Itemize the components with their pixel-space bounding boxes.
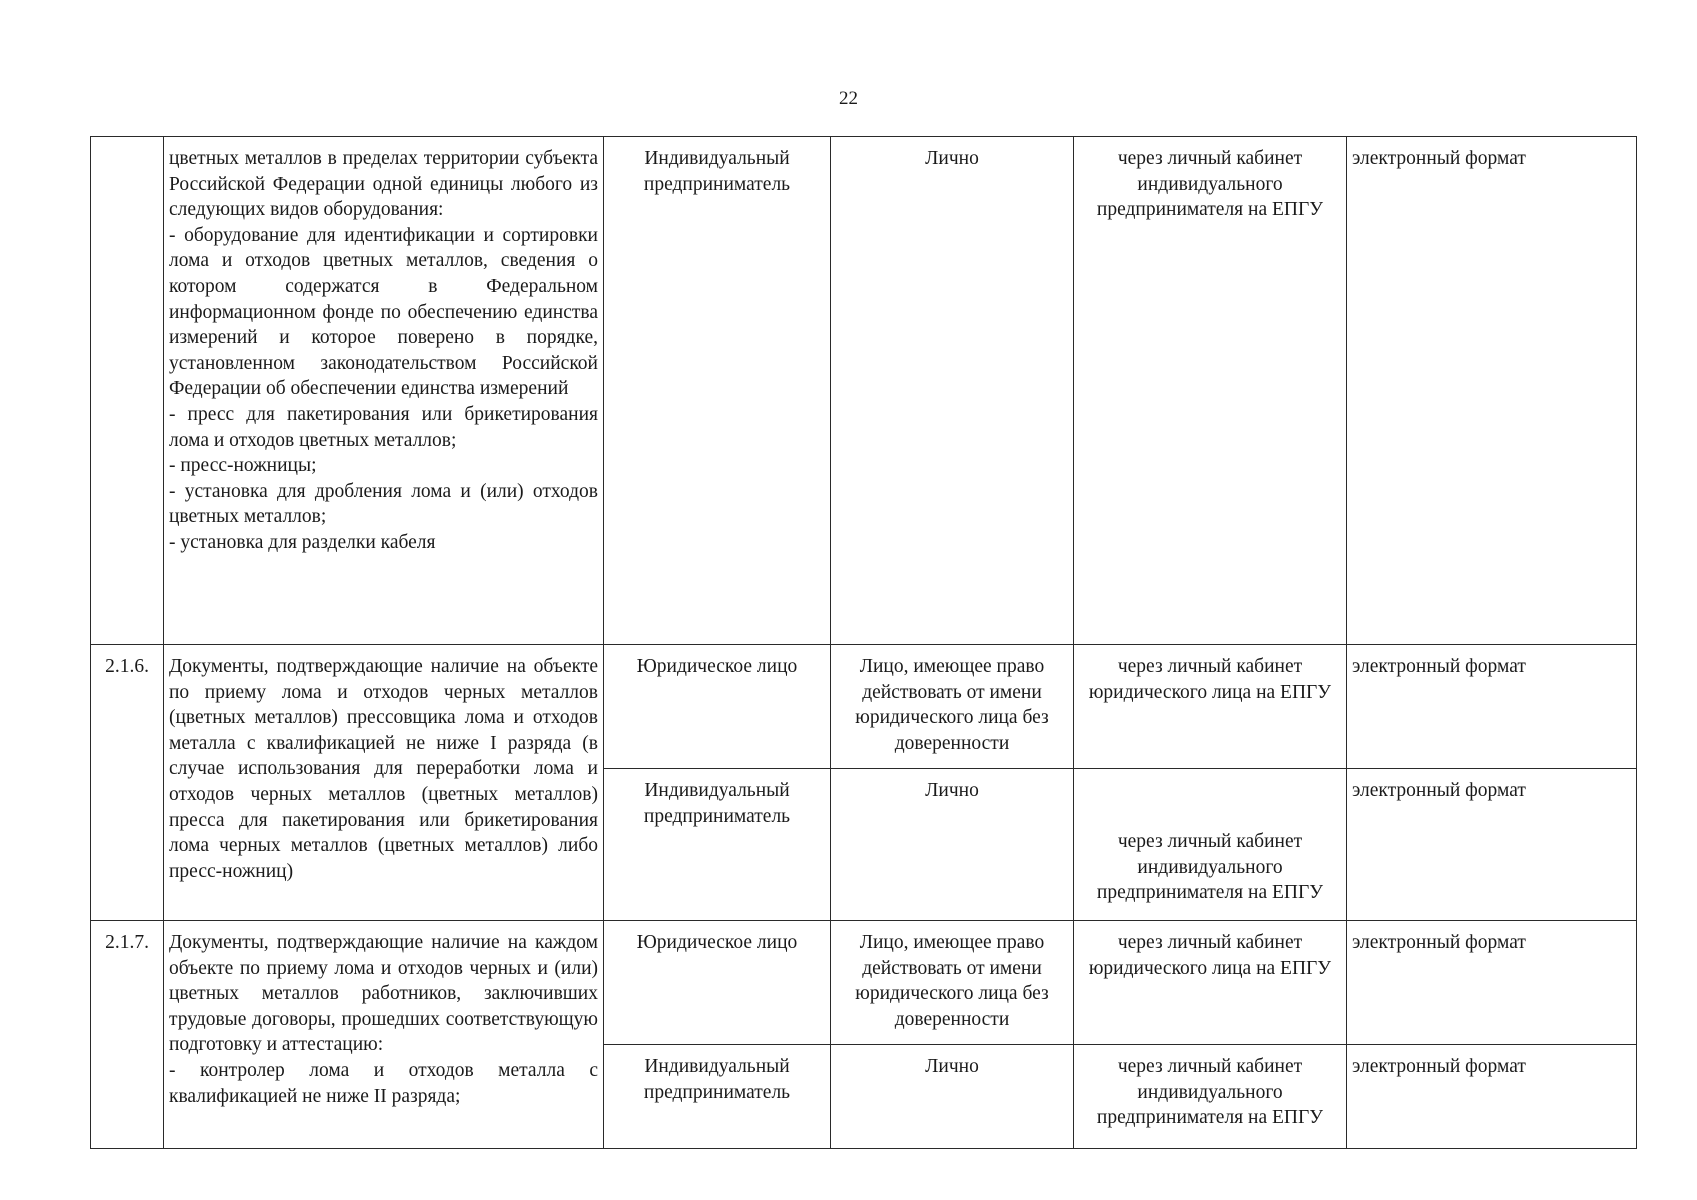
applicant-category: Индивидуальный предприниматель <box>604 1045 831 1149</box>
submission-method: через личный кабинет индивидуального предпринимателя на ЕПГУ <box>1074 137 1347 645</box>
applicant-category: Юридическое лицо <box>604 921 831 1045</box>
description-paragraph: - установка для разделки кабеля <box>169 531 436 553</box>
submission-method-text: через личный кабинет индивидуального предпринимателя на ЕПГУ <box>1096 831 1324 904</box>
submission-method <box>1074 769 1347 921</box>
requirement-description <box>164 921 604 1149</box>
document-format: электронный формат <box>1347 645 1637 769</box>
table-row <box>91 921 1637 1045</box>
description-paragraph: - установка для дробления лома и (или) отходов цветных металлов; <box>169 480 598 528</box>
representative: Лицо, имеющее право действовать от имени юридического лица без доверенности <box>831 645 1074 769</box>
table-row <box>91 137 1637 645</box>
representative: Лицо, имеющее право действовать от имени юридического лица без доверенности <box>831 921 1074 1045</box>
description-paragraph: - оборудование для идентификации и сортировки лома и отходов цветных металлов, сведения о котором содержатся в Федеральном информационном фонде по обеспечению единства измерений и которое поверено в порядке, установленном законодательством Российской Федерации об обеспечении единства измерений <box>169 224 598 400</box>
row-number: 2.1.6. <box>91 645 164 921</box>
submission-method: через личный кабинет юридического лица на ЕПГУ <box>1074 921 1347 1045</box>
row-number: 2.1.7. <box>91 921 164 1149</box>
document-format: электронный формат <box>1347 769 1637 921</box>
requirement-description <box>164 137 604 645</box>
description-paragraph: - пресс-ножницы; <box>169 455 317 477</box>
table-row <box>91 645 1637 769</box>
representative: Лично <box>831 137 1074 645</box>
description-paragraph: цветных металлов в пределах территории субъекта Российской Федерации одной единицы любого из следующих видов оборудования: <box>169 148 598 221</box>
applicant-category: Юридическое лицо <box>604 645 831 769</box>
requirements-table <box>90 136 1637 1149</box>
document-format: электронный формат <box>1347 1045 1637 1149</box>
submission-method: через личный кабинет индивидуального предпринимателя на ЕПГУ <box>1074 1045 1347 1149</box>
document-format: электронный формат <box>1347 137 1637 645</box>
representative: Лично <box>831 769 1074 921</box>
description-paragraph: Документы, подтверждающие наличие на каждом объекте по приему лома и отходов черных и (или) цветных металлов работников, заключивших трудовые договоры, прошедших соответствующую подготовку и аттестацию: <box>169 932 598 1056</box>
document-format: электронный формат <box>1347 921 1637 1045</box>
description-paragraph: - пресс для пакетирования или брикетирования лома и отходов цветных металлов; <box>169 403 598 451</box>
page-number: 22 <box>839 88 858 109</box>
row-number <box>91 137 164 645</box>
description-paragraph: Документы, подтверждающие наличие на объекте по приему лома и отходов черных металлов (цветных металлов) прессовщика лома и отходов металла с квалификацией не ниже I разряда (в случае использования для переработки лома и отходов черных металлов (цветных металлов) пресса для пакетирования или брикетирования лома черных металлов (цветных металлов) либо пресс-ножниц) <box>169 656 598 882</box>
submission-method: через личный кабинет юридического лица на ЕПГУ <box>1074 645 1347 769</box>
applicant-category: Индивидуальный предприниматель <box>604 769 831 921</box>
representative: Лично <box>831 1045 1074 1149</box>
applicant-category: Индивидуальный предприниматель <box>604 137 831 645</box>
requirement-description <box>164 645 604 921</box>
description-paragraph: - контролер лома и отходов металла с квалификацией не ниже II разряда; <box>169 1059 598 1107</box>
